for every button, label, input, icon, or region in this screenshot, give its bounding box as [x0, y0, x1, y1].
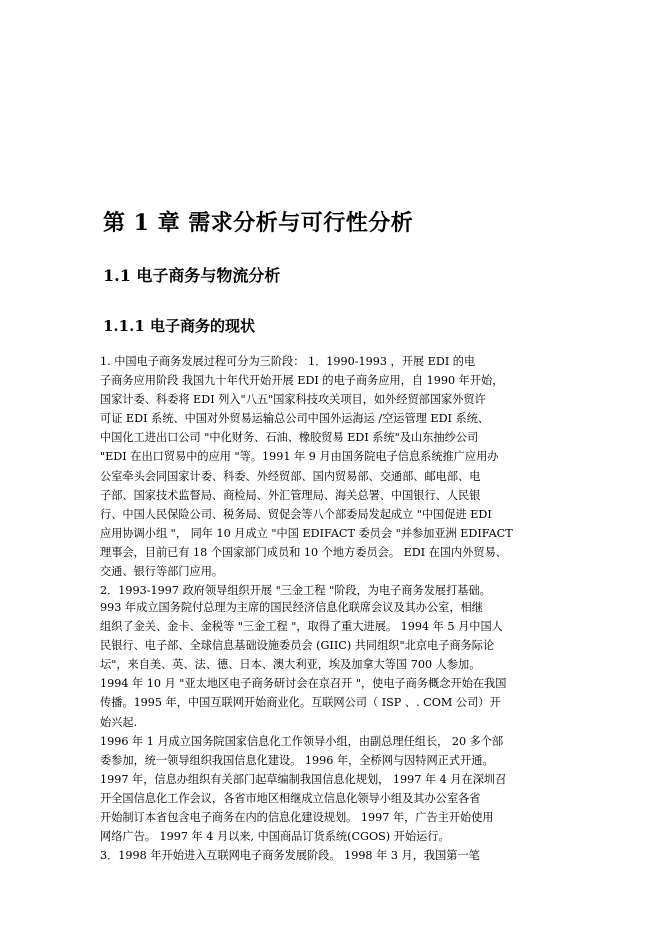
text-line: 993 年成立国务院付总理为主席的国民经济信息化联席会议及其办公室，相继: [100, 601, 483, 614]
text-line: 1. 中国电子商务发展过程可分为三阶段： 1．1990-1993 ，开展 EDI 的电: [100, 355, 476, 368]
text-line: "EDI 在出口贸易中的应用 "等。1991 年 9 月由国务院电子信息系统推广应用办: [100, 450, 499, 464]
text-line: 理事会，目前已有 18 个国家部门成员和 10 个地方委员会。 EDI 在国内外贸易、: [100, 545, 507, 559]
paragraph-block-2: [100, 598, 560, 865]
text-line: 子部、国家技术监督局、商检局、外汇管理局、海关总署、中国银行、人民银: [100, 488, 481, 502]
text-line: 民银行、电子部、全球信息基础设施委员会 (GIIC) 共同组织"北京电子商务际论: [100, 639, 495, 653]
chapter-title: 第 1 章 需求分析与可行性分析: [103, 210, 414, 236]
text-line: 始兴起.: [100, 715, 138, 729]
text-line: 子商务应用阶段 我国九十年代开始开展 EDI 的电子商务应用，自 1990 年开始，: [100, 374, 504, 388]
text-line: 行、中国人民保险公司、税务局、贸促会等八个部委局发起成立 "中国促进 EDI: [100, 507, 492, 521]
text-line: 1997 年，信息办组织有关部门起草编制我国信息化规划， 1997 年 4 月在深圳召: [100, 772, 507, 786]
text-line: 2．1993-1997 政府领导组织开展 "三金工程 "阶段，为电子商务发展打基础。: [100, 584, 491, 598]
text-line: 组织了金关、金卡、金税等 "三金工程 "，取得了重大进展。 1994 年 5 月中国人: [100, 620, 503, 634]
text-line: 交通、银行等部门应用。: [100, 565, 224, 579]
section-title: 1.1 电子商务与物流分析: [103, 266, 281, 285]
text-line: 网络广告。 1997 年 4 月以来, 中国商品订货系统(CGOS) 开始运行。: [100, 830, 450, 844]
text-line: 公室牵头会同国家计委、科委、外经贸部、国内贸易部、交通部、邮电部、电: [100, 469, 481, 483]
text-line: 开始制订本省包含电子商务在内的信息化建设规划。 1997 年，广告主开始使用: [100, 811, 494, 825]
text-line: 应用协调小组 "， 同年 10 月成立 "中国 EDIFACT 委员会 "并参加亚洲 EDIFACT: [100, 526, 513, 540]
text-line: 开全国信息化工作会议，各省市地区相继成立信息化领导小组及其办公室各省: [100, 791, 481, 805]
text-line: 委参加，统一领导组织我国信息化建设。 1996 年，全桥网与因特网正式开通。: [100, 753, 494, 767]
text-line: 3．1998 年开始进入互联网电子商务发展阶段。 1998 年 3 月，我国第一笔: [100, 849, 480, 863]
text-line: 传播。1995 年，中国互联网开始商业化。互联网公司（ ISP 、. COM 公司）开: [100, 696, 501, 710]
text-line: 1994 年 10 月 "亚太地区电子商务研讨会在京召开 "，使电子商务概念开始在我国: [100, 677, 507, 691]
paragraph-block-1: [100, 352, 560, 600]
text-line: 坛"，来自美、英、法、德、日本、澳大利亚，埃及加拿大等国 700 人参加。: [100, 658, 481, 672]
text-line: 中国化工进出口公司 "中化财务、石油、橡胶贸易 EDI 系统"及山东抽纱公司: [100, 431, 479, 445]
subsection-title: 1.1.1 电子商务的现状: [103, 317, 255, 335]
text-line: 可证 EDI 系统、中国对外贸易运输总公司中国外运海运 /空运管理 EDI 系统、: [100, 412, 490, 426]
text-line: 1996 年 1 月成立国务院国家信息化工作领导小组，由副总理任组长， 20 多个部: [100, 734, 504, 748]
text-line: 国家计委、科委将 EDI 列入"八五"国家科技攻关项目，如外经贸部国家外贸许: [100, 393, 486, 407]
